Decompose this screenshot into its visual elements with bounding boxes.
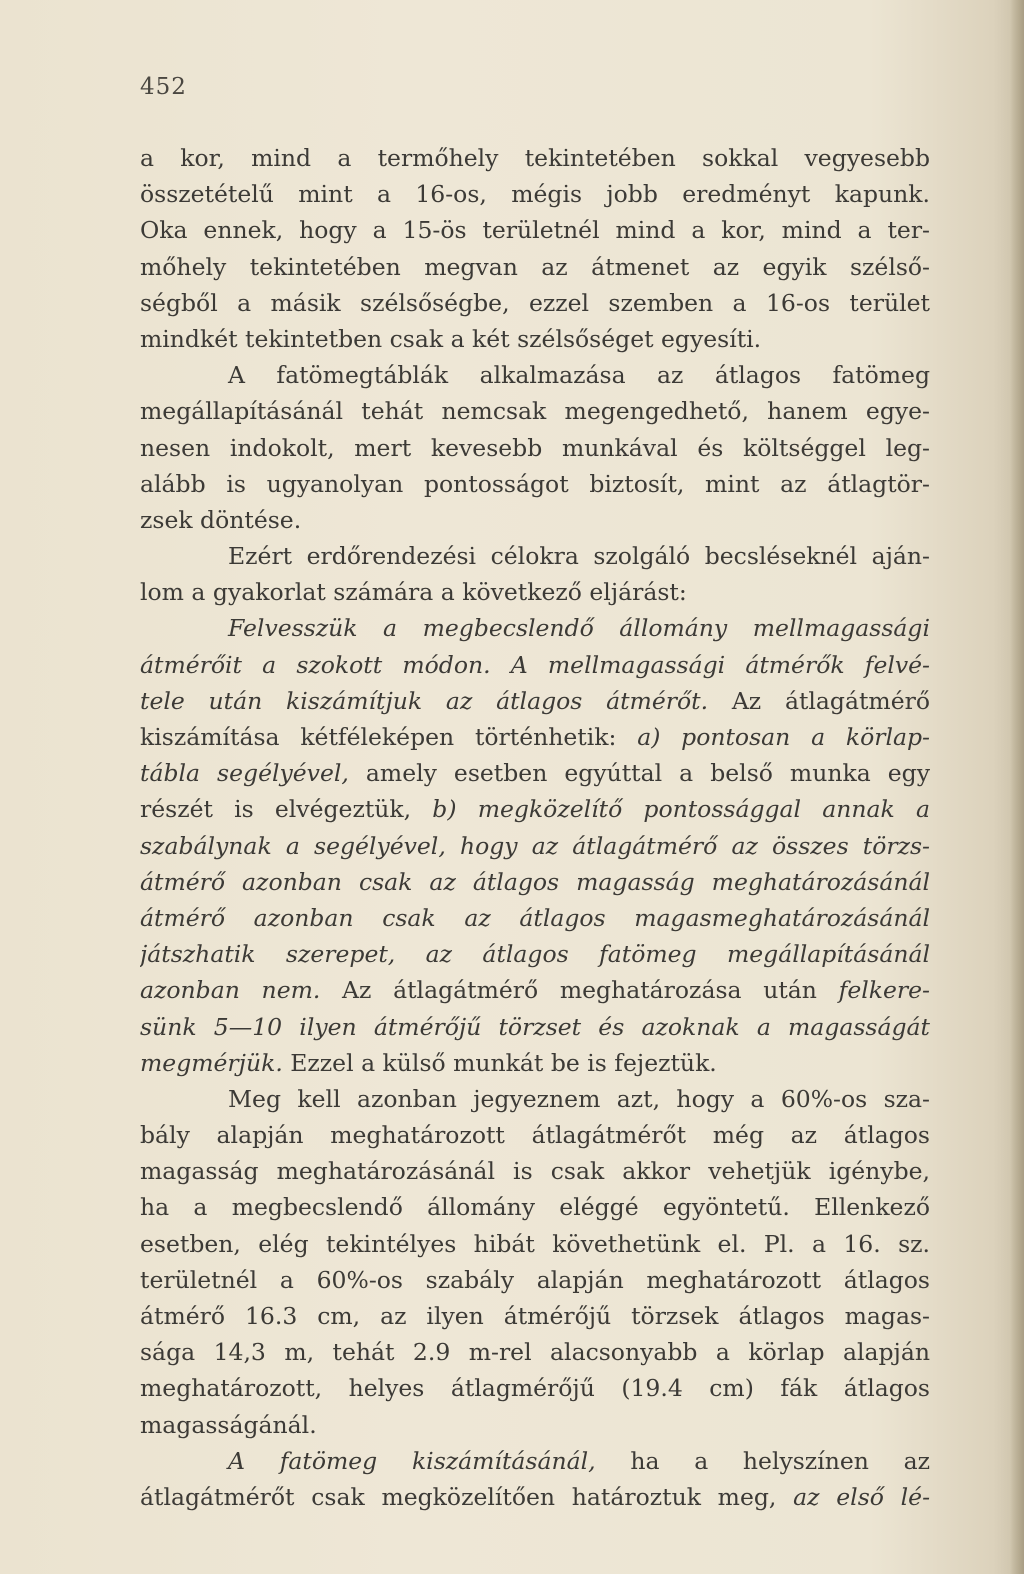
body-text [140, 140, 930, 1515]
text-line [140, 755, 930, 791]
italic-text: felkere- [838, 976, 930, 1005]
text-line [140, 538, 930, 574]
text-line [140, 1334, 930, 1370]
italic-text: a) pontosan a körlap- [637, 723, 930, 751]
italic-text: az első lé- [793, 1482, 930, 1511]
text-run: összetételű mint a 16-os, mégis jobb eredményt kapunk. [140, 180, 930, 209]
text-line [140, 900, 930, 936]
text-run: zsek döntése. [140, 505, 302, 534]
page-edge-shadow [1010, 0, 1024, 1574]
text-line [140, 140, 930, 176]
text-line [140, 1153, 930, 1189]
text-line [140, 176, 930, 212]
text-line [140, 574, 930, 610]
italic-text: megmérjük. [140, 1048, 283, 1077]
text-line [140, 610, 930, 646]
text-run: részét is elvégeztük, [140, 795, 433, 824]
text-run: ha a helyszínen az [595, 1446, 930, 1475]
text-line [140, 719, 930, 755]
text-run: ha a megbecslendő állomány eléggé egyöntetű. Ellenkező [140, 1193, 930, 1222]
page-number: 452 [140, 74, 187, 100]
text-line [140, 1009, 930, 1045]
text-run: sága 14,3 m, tehát 2.9 m-rel alacsonyabb a körlap alapján [140, 1338, 930, 1367]
text-line [140, 972, 930, 1008]
text-run: Az átlagátmérő [708, 686, 930, 715]
text-line [140, 1407, 930, 1443]
text-run: területnél a 60%-os szabály alapján meghatározott átlagos [140, 1265, 930, 1294]
text-run: mindkét tekintetben csak a két szélsőséget egyesíti. [140, 324, 762, 353]
text-run: kiszámítása kétféleképen történhetik: [140, 723, 638, 751]
text-run: alább is ugyanolyan pontosságot biztosít, mint az átlagtör- [140, 469, 930, 498]
text-line [140, 1262, 930, 1298]
text-line [140, 430, 930, 466]
text-run: átmérő 16.3 cm, az ilyen átmérőjű törzsek átlagos magas- [140, 1302, 930, 1330]
italic-text: b) megközelítő pontossággal annak a [432, 795, 930, 824]
text-run: magasság meghatározásánál is csak akkor vehetjük igénybe, [140, 1157, 930, 1186]
text-line [140, 249, 930, 285]
text-line [140, 864, 930, 900]
text-run: Meg kell azonban jegyeznem azt, hogy a 60%-os sza- [228, 1084, 930, 1113]
text-run: megállapításánál tehát nemcsak megengedhető, hanem egye- [140, 397, 930, 426]
text-line [140, 502, 930, 538]
italic-text: átmérő azonban csak az átlagos magasság meghatározásánál [140, 867, 930, 896]
text-run: Ezért erdőrendezési célokra szolgáló becsléseknél aján- [228, 542, 930, 571]
text-run: esetben, elég tekintélyes hibát követhetünk el. Pl. a 16. sz. [140, 1229, 930, 1258]
text-run: Az átlagátmérő meghatározása után [320, 976, 839, 1005]
text-line [140, 1298, 930, 1334]
italic-text: tábla segélyével, [140, 759, 349, 788]
italic-text: játszhatik szerepet, az átlagos fatömeg megállapításánál [140, 940, 930, 969]
text-run: mőhely tekintetében megvan az átmenet az egyik szélső- [140, 252, 930, 281]
text-line [140, 1370, 930, 1406]
text-line [140, 212, 930, 248]
italic-text: sünk 5—10 ilyen átmérőjű törzset és azoknak a magasságát [140, 1012, 930, 1041]
text-run: A fatömegtáblák alkalmazása az átlagos fatömeg [228, 361, 930, 390]
text-run: ségből a másik szélsőségbe, ezzel szemben a 16-os terület [140, 288, 930, 317]
text-line [140, 936, 930, 972]
italic-text: A fatömeg kiszámításánál, [228, 1446, 596, 1475]
text-run: a kor, mind a termőhely tekintetében sokkal vegyesebb [140, 144, 930, 172]
italic-text: átmérő azonban csak az átlagos magasmeghatározásánál [140, 903, 930, 932]
italic-text: tele után kiszámítjuk az átlagos átmérőt. [140, 686, 709, 715]
italic-text: átmérőit a szokott módon. A mellmagassági átmérők felvé- [140, 650, 930, 679]
text-run: átlagátmérőt csak megközelítően határoztuk meg, [140, 1482, 794, 1511]
text-line [140, 1226, 930, 1262]
text-run: magasságánál. [140, 1410, 317, 1439]
text-line [140, 828, 930, 864]
text-line [140, 647, 930, 683]
text-run: Oka ennek, hogy a 15-ös területnél mind a kor, mind a ter- [140, 216, 930, 245]
text-line [140, 357, 930, 393]
text-run: nesen indokolt, mert kevesebb munkával és költséggel leg- [140, 433, 930, 462]
text-line [140, 683, 930, 719]
text-line [140, 1117, 930, 1153]
text-line [140, 1443, 930, 1479]
italic-text: Felvesszük a megbecslendő állomány mellmagassági [228, 614, 930, 643]
text-line [140, 1189, 930, 1225]
text-line [140, 466, 930, 502]
italic-text: szabálynak a segélyével, hogy az átlagátmérő az összes törzs- [140, 831, 930, 860]
text-line [140, 791, 930, 827]
text-line [140, 1479, 930, 1515]
text-line [140, 393, 930, 429]
text-run: amely esetben egyúttal a belső munka egy [348, 759, 930, 788]
italic-text: azonban nem. [140, 976, 321, 1005]
text-line [140, 1081, 930, 1117]
text-run: bály alapján meghatározott átlagátmérőt még az átlagos [140, 1121, 930, 1150]
text-line [140, 321, 930, 357]
text-line [140, 1045, 930, 1081]
text-run: Ezzel a külső munkát be is fejeztük. [282, 1048, 717, 1077]
text-line [140, 285, 930, 321]
text-run: meghatározott, helyes átlagmérőjű (19.4 cm) fák átlagos [140, 1374, 930, 1403]
text-run: lom a gyakorlat számára a következő eljárást: [140, 578, 687, 607]
